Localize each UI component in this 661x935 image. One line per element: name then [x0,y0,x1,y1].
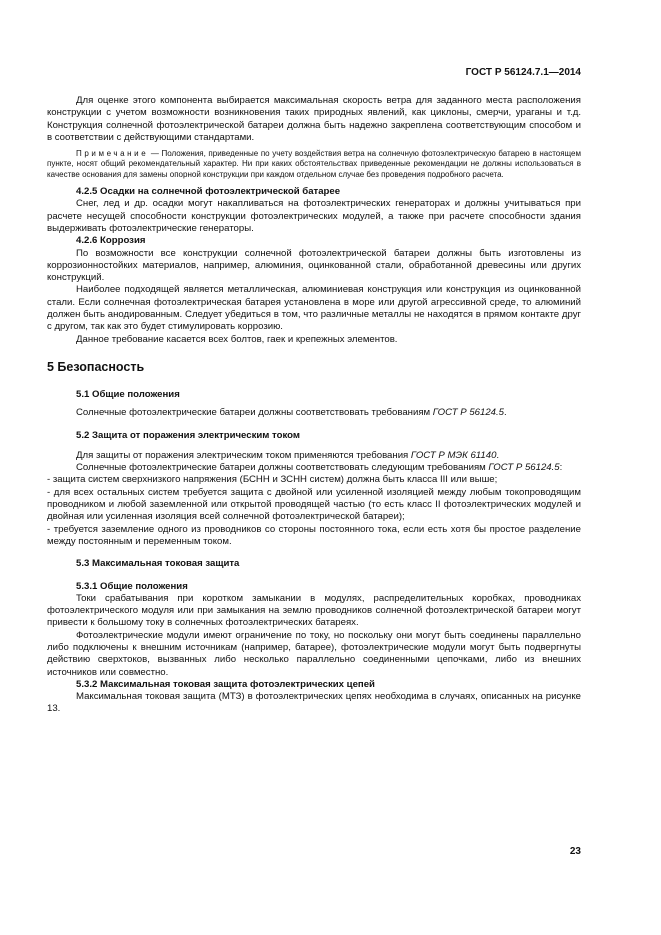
page-header: ГОСТ Р 56124.7.1—2014 [465,67,581,78]
section-5-3-2-paragraph: Максимальная токовая защита (МТЗ) в фотоэлектрических цепях необходима в случаях, описанных на рисунке 13. [47,691,581,715]
section-5-1-paragraph [47,407,581,419]
section-5-3-2-heading: 5.3.2 Максимальная токовая защита фотоэлектрических цепей [76,678,375,690]
section-4-2-5-paragraph: Снег, лед и др. осадки могут накапливаться на фотоэлектрических генераторах и должны учитываться при расчете несущей способности конструкции фотоэлектрических модулей, а также при расчете способности здания выдерживать фотоэлектрические генераторы. [47,198,581,234]
standard-reference: ГОСТ Р 56124.5 [488,462,560,474]
section-4-2-6-paragraph-2: Наиболее подходящей является металлическая, алюминиевая конструкция или конструкция из оцинкованной стали. Если солнечная фотоэлектрическая батарея установлена в море или другой агрессивной среде, то алюминий должен быть анодированным. Следует убедиться в том, что различные металлы не находятся в прямом контакте друг с другом, так как это будет стимулировать коррозию. [47,284,581,333]
section-5-3-1-paragraph-2: Фотоэлектрические модули имеют ограничение по току, но поскольку они могут быть соединены параллельно либо подключены к внешним источникам (например, батарее), фотоэлектрические модули могут быть подвергнуты действию сверхтоков, вызванных либо несколько параллельно соединенными цепочками, либо из внешних источников или совместно. [47,629,581,678]
section-5-heading: 5 Безопасность [47,359,145,374]
section-4-2-6-heading: 4.2.6 Коррозия [76,235,146,247]
section-5-2-paragraph-1 [47,450,581,462]
text-run: Солнечные фотоэлектрические батареи должны соответствовать следующим требованиям [76,462,489,474]
section-4-2-6-paragraph-1: По возможности все конструкции солнечной фотоэлектрической батареи должны быть изготовлены из коррозионностойких материалов, например, алюминия, оцинкованной стали, обработанной древесины или других конструкций. [47,247,581,284]
section-5-3-heading: 5.3 Максимальная токовая защита [76,558,240,570]
text-run: Для защиты от поражения электрическим током применяются требования [76,449,411,461]
text-run: . [496,449,500,461]
standard-reference: ГОСТ Р МЭК 61140 [410,449,497,461]
text-run: . [504,407,507,419]
standard-reference: ГОСТ Р 56124.5 [432,407,505,419]
section-5-3-1-heading: 5.3.1 Общие положения [76,580,188,592]
list-item: - для всех остальных систем требуется защита с двойной или усиленной изоляцией между любым токопроводящим проводником и любой заземленной или открытой проводящей частью (то есть класс II фотоэлектрических модулей и двойная или усиленная изоляция всей солнечной фотоэлектрической батареи); [47,486,581,523]
page-content [47,95,581,716]
wind-paragraph: Для оценке этого компонента выбирается максимальная скорость ветра для заданного места расположения конструкции с учетом возможности возникновения таких природных явлений, как циклоны, смерчи, ураганы и т.д. Конструкция солнечной фотоэлектрической батареи должна быть надежно закреплена соответствующим способом и в соответствии с действующими стандартами. [47,95,581,143]
section-5-3-1-paragraph-1: Токи срабатывания при коротком замыкании в модулях, распределительных коробках, проводниках фотоэлектрического модуля или при замыкания на землю проводников солнечной фотоэлектрической батареи могут привести к большому току в солнечных фотоэлектрических батареях. [47,592,581,629]
list-item: - защита систем сверхнизкого напряжения (БСНН и ЗСНН систем) должна быть класса III или выше; [47,474,498,486]
list-item: - требуется заземление одного из проводников со стороны постоянного тока, если есть хотя бы простое разделение между постоянным и переменным током. [47,523,581,547]
section-5-2-heading: 5.2 Защита от поражения электрическим током [76,429,300,441]
text-run: : [559,462,563,474]
text-run: Солнечные фотоэлектрические батареи должны соответствовать требованиям [76,407,433,419]
page-number: 23 [569,846,581,857]
section-4-2-5-heading: 4.2.5 Осадки на солнечной фотоэлектрической батарее [76,186,341,198]
section-4-2-6-paragraph-3: Данное требование касается всех болтов, гаек и крепежных элементов. [76,333,398,345]
note-text: — Положения, приведенные по учету воздействия ветра на солнечную фотоэлектрическую батарею в настоящем пункте, носят общий рекомендательный характер. Ни при каких обстоятельствах приведенные рекомендации не должны использоваться в качестве основания для замены опорной конструкции при каждом отдельном случае без проведения подробного расчета. [47,149,581,179]
note-label: Примечание [76,149,149,159]
note-paragraph [47,149,581,180]
section-5-1-heading: 5.1 Общие положения [76,388,180,400]
section-5-2-paragraph-2 [47,462,581,474]
